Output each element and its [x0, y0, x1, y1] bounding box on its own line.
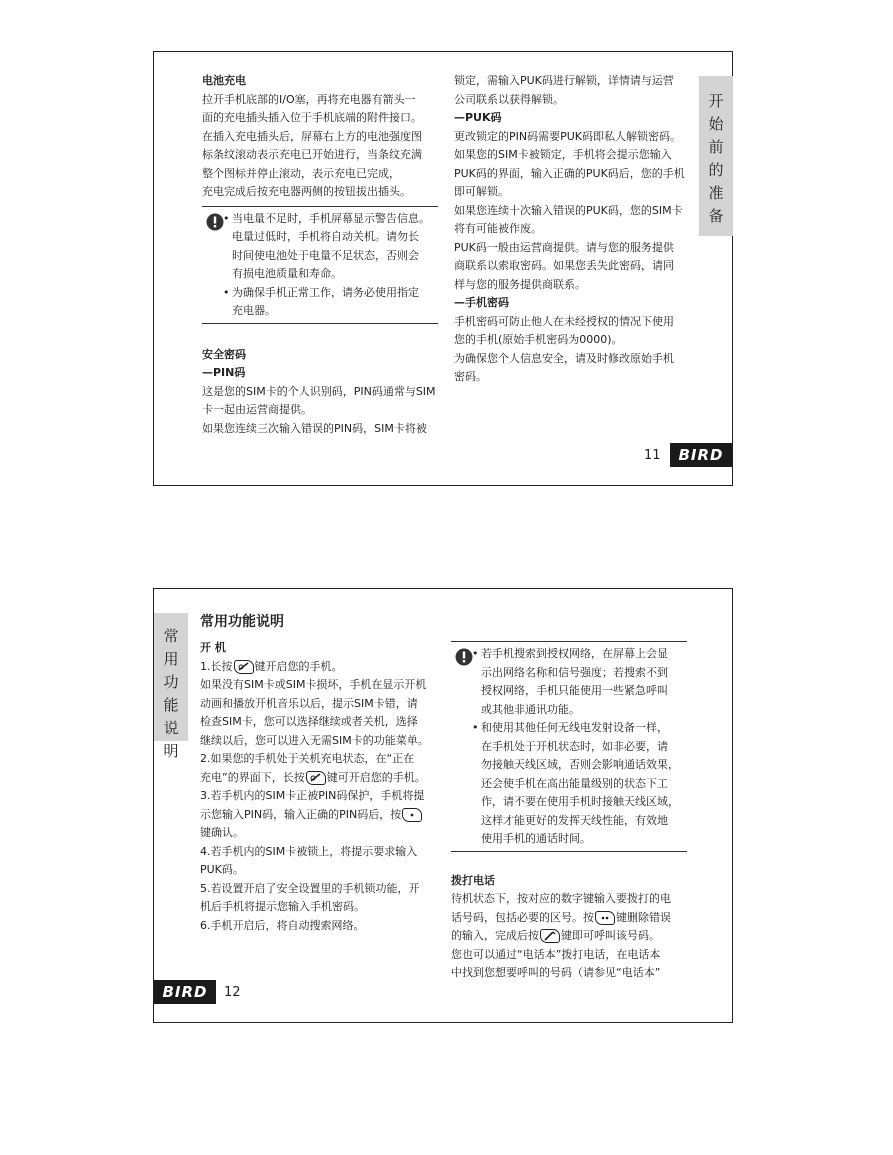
bird-logo: BIRD: [670, 443, 732, 467]
text-line: 继续以后，您可以进入无需SIM卡的功能菜单。: [200, 733, 429, 747]
left-column: [200, 639, 440, 935]
text-line: 即可解锁。: [454, 185, 509, 198]
text-line: 密码。: [454, 370, 487, 383]
heading-battery: 电池充电: [202, 74, 246, 87]
warning-note: [202, 206, 438, 324]
note-item: • 和使用其他任何无线电发射设备一样， 在手机处于开机状态时，如非必要，请 勿接触天线区域，否则会影响通话效果， 还会使手机在高出能量级别的状态下工 作，请不要在使用手机时接触天线区域， 这样才能更好的发挥天线性能，有效地 使用手机的通话时间。: [472, 721, 679, 845]
text-line: 将有可能被作废。: [454, 222, 542, 235]
text-line: 在插入充电插头后，屏幕右上方的电池强度图: [202, 129, 422, 143]
text-line: 5.若设置开启了安全设置里的手机锁功能，开: [200, 881, 420, 895]
page-12: [153, 588, 733, 1023]
text-line: 面的充电插头插入位于手机底端的附件接口。: [202, 111, 422, 124]
text-line: 的输入，完成后按 键即可呼叫该号码。: [451, 929, 660, 942]
ok-key-icon: [402, 808, 422, 822]
text-line: 公司联系以获得解锁。: [454, 92, 564, 106]
text-line: 3.若手机内的SIM卡正被PIN码保护，手机将提: [200, 789, 425, 802]
text-line: 4.若手机内的SIM卡被锁上，将提示要求输入: [200, 844, 418, 858]
battery-text: [202, 91, 438, 202]
text-line: 样与您的服务提供商联系。: [454, 277, 586, 291]
text-line: 示您输入PIN码，输入正确的PIN码后，按: [200, 806, 440, 825]
text-line: 这是您的SIM卡的个人识别码，PIN码通常与SIM: [202, 384, 436, 398]
text-line: 卡一起由运营商提供。: [202, 403, 312, 416]
text-line: 商联系以索取密码。如果您丢失此密码，请同: [454, 259, 674, 272]
text-line: 如果您连续十次输入错误的PUK码，您的SIM卡: [454, 203, 683, 217]
warning-icon: [455, 648, 473, 666]
text-line: 待机状态下，按对应的数字键输入要拨打的电: [451, 892, 671, 905]
end-key-icon: [306, 771, 326, 785]
warning-icon: [206, 213, 224, 231]
text-line: 充电”的界面下，长按 键可开启您的手机。: [200, 770, 426, 784]
text-line: 6.手机开启后，将自动搜索网络。: [200, 918, 365, 932]
note-item: • 当电量不足时，手机屏幕显示警告信息。 电量过低时，手机将自动关机。请勿长 时间使电池处于电量不足状态，否则会 有损电池质量和寿命。: [223, 211, 430, 280]
heading-puk: —PUK码: [454, 111, 502, 124]
text-line: 标条纹滚动表示充电已开始进行，当条纹充满: [202, 148, 422, 161]
text-line: 机后手机将提示您输入手机密码。: [200, 900, 365, 913]
end-key-icon: [234, 660, 254, 674]
text-line: 如果您连续三次输入错误的PIN码，SIM卡将被: [202, 421, 427, 435]
heading-make-call: 拨打电话: [451, 873, 495, 887]
heading-power-on: 开 机: [200, 641, 226, 654]
chapter-tab: 开 始 前 的 准 备: [699, 76, 733, 236]
heading-pin: —PIN码: [202, 366, 246, 379]
text-line: 整个图标并停止滚动，表示充电已完成，: [202, 166, 400, 180]
text-line: PUK码的界面，输入正确的PUK码后，您的手机: [454, 166, 685, 180]
text-line: 键确认。: [200, 826, 244, 839]
page-number: 11: [644, 448, 661, 463]
text-line: 拉开手机底部的I/O塞，再将充电器有箭头一: [202, 92, 416, 106]
text-line: 话号码，包括必要的区号。按 键删除错误: [451, 910, 671, 924]
text-line: 您也可以通过“电话本”拨打电话，在电话本: [451, 947, 661, 961]
note-item: • 若手机搜索到授权网络，在屏幕上会显 示出网络名称和信号强度；若搜索不到 授权网络，手机只能使用一些紧急呼叫 或其他非通讯功能。: [472, 647, 668, 716]
text-line: 锁定，需输入PUK码进行解锁，详情请与运营: [454, 74, 674, 87]
heading-phone-password: —手机密码: [454, 296, 509, 309]
text-line: 检查SIM卡，您可以选择继续或者关机，选择: [200, 715, 418, 728]
bird-logo: BIRD: [154, 980, 216, 1004]
text-line: 如果您的SIM卡被锁定，手机将会提示您输入: [454, 148, 672, 161]
text-line: 充电完成后按充电器两侧的按钮拔出插头。: [202, 185, 411, 198]
text-line: 中找到您想要呼叫的号码（请参见“电话本”: [451, 966, 661, 979]
heading-security: 安全密码: [202, 347, 246, 361]
text-line: PUK码。: [200, 863, 244, 876]
text-line: 您的手机(原始手机密码为0000)。: [454, 333, 623, 346]
chapter-tab: 常 用 功 能 说 明: [154, 613, 188, 741]
warning-note: [451, 641, 687, 852]
text-line: 如果没有SIM卡或SIM卡损坏，手机在显示开机: [200, 678, 427, 691]
right-column: [454, 72, 694, 387]
text-line: 为确保您个人信息安全，请及时修改原始手机: [454, 351, 674, 365]
clear-key-icon: [595, 911, 615, 925]
text-line: 2.如果您的手机处于关机充电状态，在“正在: [200, 752, 415, 765]
text-line: 手机密码可防止他人在未经授权的情况下使用: [454, 314, 674, 328]
page-number: 12: [224, 985, 241, 1000]
send-key-icon: [540, 929, 560, 943]
right-column: [451, 639, 687, 983]
text-line: 1.长按 键开启您的手机。: [200, 659, 343, 673]
text-line: 动画和播放开机音乐以后，提示SIM卡错，请: [200, 696, 418, 710]
page-title: 常用功能说明: [200, 614, 284, 630]
note-item: • 为确保手机正常工作，请务必使用指定 充电器。: [223, 285, 419, 317]
left-column: [202, 72, 438, 438]
text-line: 更改锁定的PIN码需要PUK码即私人解锁密码。: [454, 129, 682, 143]
text-line: PUK码一般由运营商提供。请与您的服务提供: [454, 240, 674, 254]
page-11: [153, 51, 733, 486]
